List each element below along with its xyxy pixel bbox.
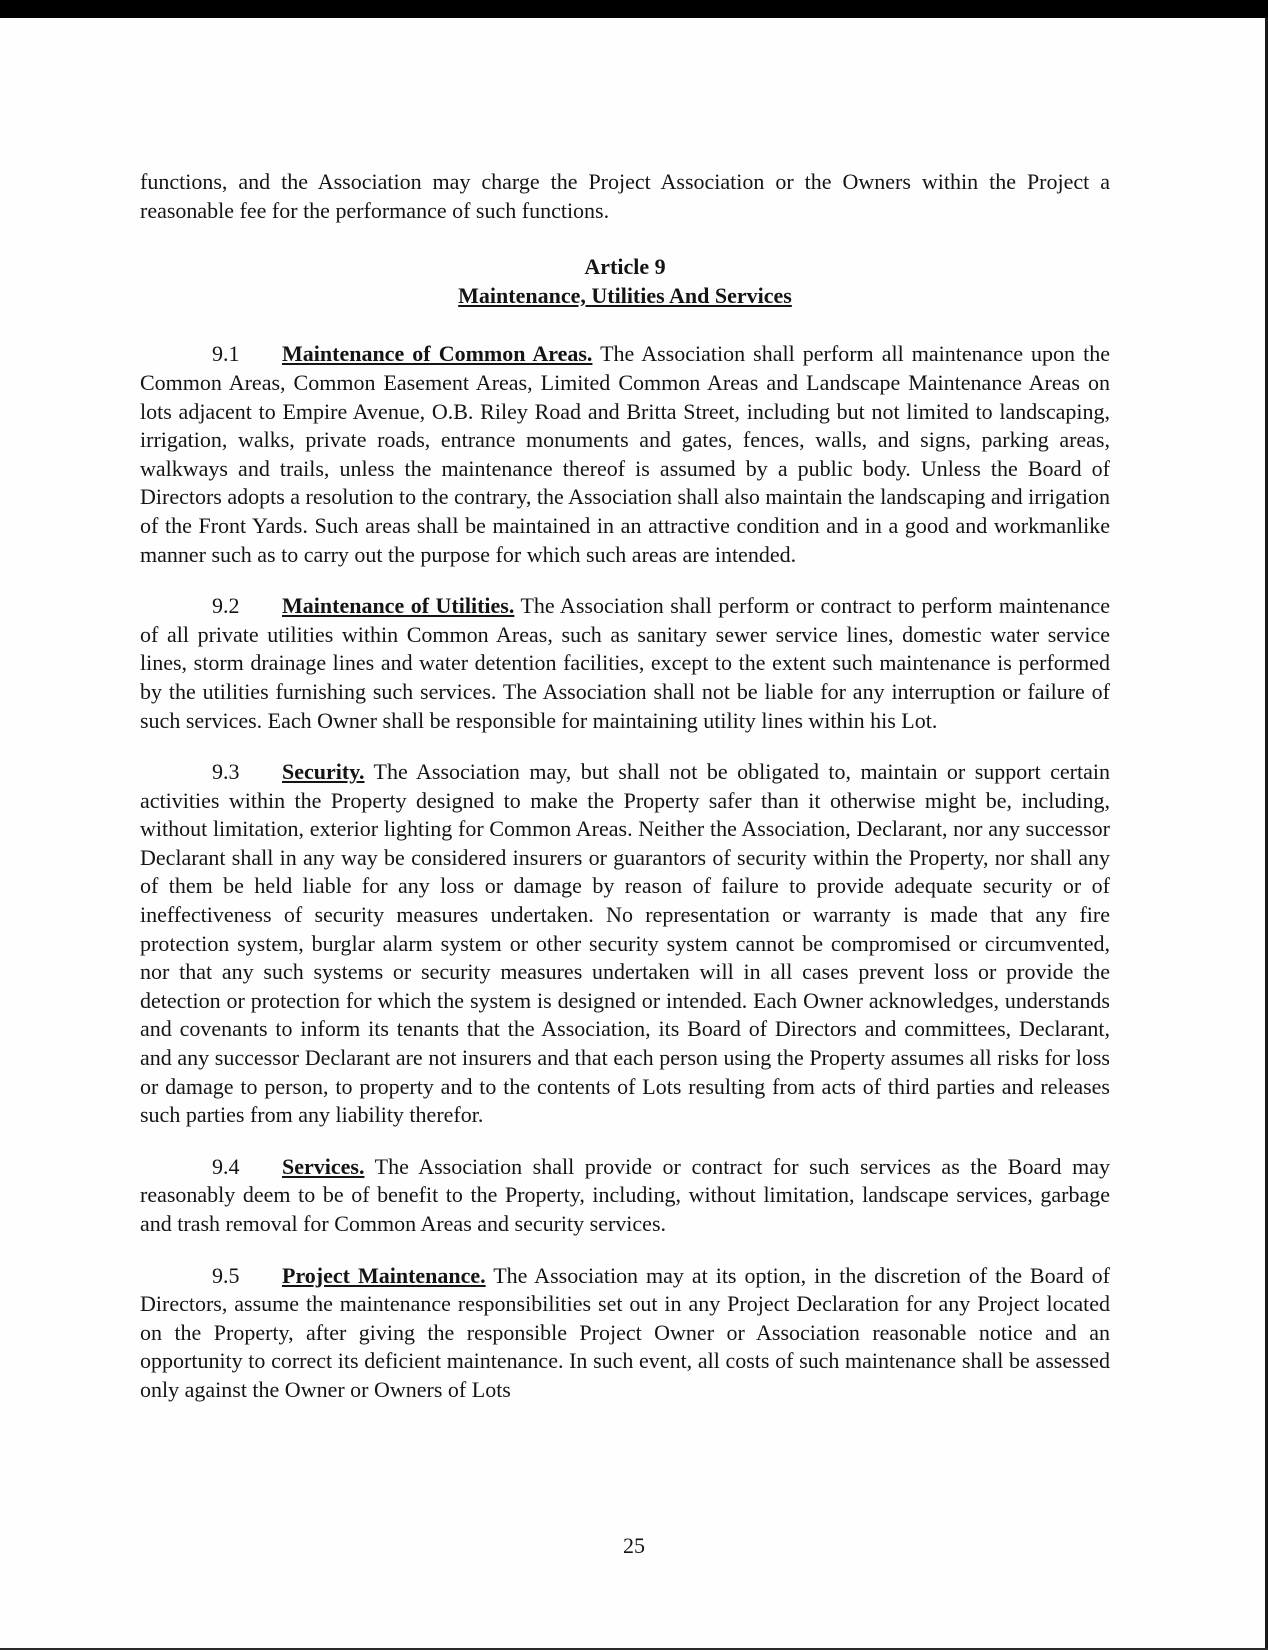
section-number: 9.5 — [212, 1262, 240, 1288]
section-number: 9.1 — [212, 341, 240, 367]
section-title: Services. — [282, 1153, 365, 1179]
section-title: Project Maintenance. — [282, 1262, 486, 1288]
section-body: The Association shall perform all maintenance upon the Common Areas, Common Easement Areas, Limited Common Areas and Landscape Maintenance Areas on lots adjacent to Empire Avenue, O.B. Riley Road and Britta Street, including but not limited to landscaping, irrigation, walks, private roads, entrance monuments and gates, fences, walls, and signs, parking areas, walkways and trails, unless the maintenance thereof is assumed by a public body. Unless the Board of Directors adopts a resolution to the contrary, the Association shall also maintain the landscaping and irrigation of the Front Yards. Such areas shall be maintained in an attractive condition and in a good and workmanlike manner such as to carry out the purpose for which such areas are intended. — [140, 341, 1111, 567]
article-number: Article 9 — [584, 254, 666, 280]
section-9-3 — [140, 758, 1110, 1130]
article-title: Maintenance, Utilities And Services — [458, 282, 792, 308]
section-9-1 — [140, 340, 1110, 569]
section-title: Security. — [282, 759, 365, 785]
section-number: 9.3 — [212, 759, 240, 785]
section-9-5 — [140, 1262, 1110, 1405]
page-number: 25 — [623, 1533, 645, 1558]
section-body: The Association may, but shall not be obligated to, maintain or support certain activities within the Property designed to make the Property safer than it otherwise might be, including, without limitation, exterior lighting for Common Areas. Neither the Association, Declarant, nor any successor Declarant shall in any way be considered insurers or guarantors of security within the Property, nor shall any of them be held liable for any loss or damage by reason of failure to provide adequate security or of ineffectiveness of security measures undertaken. No representation or warranty is made that any fire protection system, burglar alarm system or other security system cannot be compromised or circumvented, nor that any such systems or security measures undertaken will in all cases prevent loss or provide the detection or protection for which the system is designed or intended. Each Owner acknowledges, understands and covenants to inform its tenants that the Association, its Board of Directors and committees, Declarant, and any successor Declarant are not insurers and that each person using the Property assumes all risks for loss or damage to person, to property and to the contents of Lots resulting from acts of third parties and releases such parties from any liability therefor. — [140, 759, 1110, 1128]
document-body — [140, 168, 1110, 1428]
section-body: The Association may at its option, in the discretion of the Board of Directors, assume the maintenance responsibilities set out in any Project Declaration for any Project located on the Property, after giving the responsible Project Owner or Association reasonable notice and an opportunity to correct its deficient maintenance. In such event, all costs of such maintenance shall be assessed only against the Owner or Owners of Lots — [140, 1262, 1110, 1402]
lead-paragraph: functions, and the Association may charge the Project Association or the Owners within the Project a reasonable fee for the performance of such functions. — [140, 169, 1110, 223]
article-heading — [140, 253, 1110, 310]
section-9-2 — [140, 592, 1110, 735]
section-body: The Association shall perform or contract to perform maintenance of all private utilities within Common Areas, such as sanitary sewer service lines, domestic water service lines, storm drainage lines and water detention facilities, except to the extent such maintenance is performed by the utilities furnishing such services. The Association shall not be liable for any interruption or failure of such services. Each Owner shall be responsible for maintaining utility lines within his Lot. — [140, 593, 1110, 733]
section-9-4 — [140, 1153, 1110, 1239]
section-body: The Association shall provide or contract for such services as the Board may reasonably deem to be of benefit to the Property, including, without limitation, landscape services, garbage and trash removal for Common Areas and security services. — [140, 1153, 1110, 1236]
scan-top-border — [0, 0, 1268, 18]
section-title: Maintenance of Common Areas. — [282, 341, 593, 367]
section-number: 9.2 — [212, 593, 240, 619]
section-number: 9.4 — [212, 1153, 240, 1179]
section-title: Maintenance of Utilities. — [282, 593, 515, 619]
